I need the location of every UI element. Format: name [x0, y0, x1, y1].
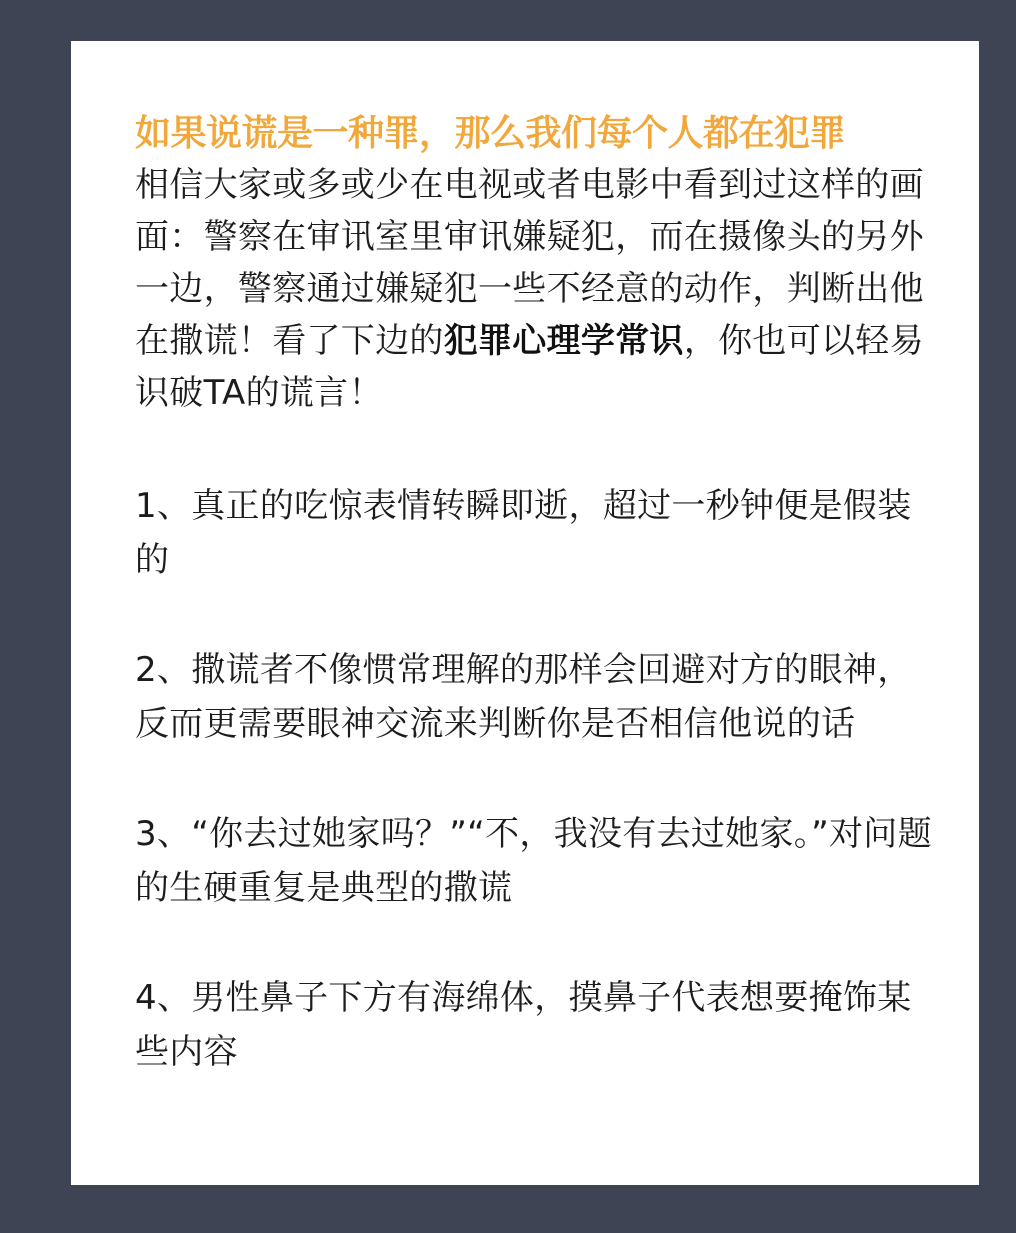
list-item: 1、真正的吃惊表情转瞬即逝，超过一秒钟便是假装的 — [135, 486, 912, 580]
list-item: 2、撒谎者不像惯常理解的那样会回避对方的眼神，反而更需要眼神交流来判断你是否相信他说的话 — [135, 650, 912, 744]
list-item: 3、“你去过她家吗？”“不，我没有去过她家。”对问题的生硬重复是典型的撒谎 — [135, 814, 932, 908]
intro-paragraph — [135, 159, 939, 419]
tips-list — [135, 479, 939, 1079]
article-title: 如果说谎是一种罪，那么我们每个人都在犯罪 — [135, 113, 846, 154]
intro-text-end: ，你也可以轻易识破TA的谎言！ — [135, 321, 924, 413]
list-item: 4、男性鼻子下方有海绵体，摸鼻子代表想要掩饰某些内容 — [135, 978, 912, 1072]
article-card — [71, 41, 979, 1185]
intro-text-start: 相信大家或多或少在电视或者电影中看到过这样的画面：警察在审讯室里审讯嫌疑犯，而在摄像头的另外一边，警察通过嫌疑犯一些不经意的动作，判断出他在撒谎！看了下边的 — [135, 165, 924, 361]
intro-highlight: 犯罪心理学常识 — [443, 321, 684, 361]
